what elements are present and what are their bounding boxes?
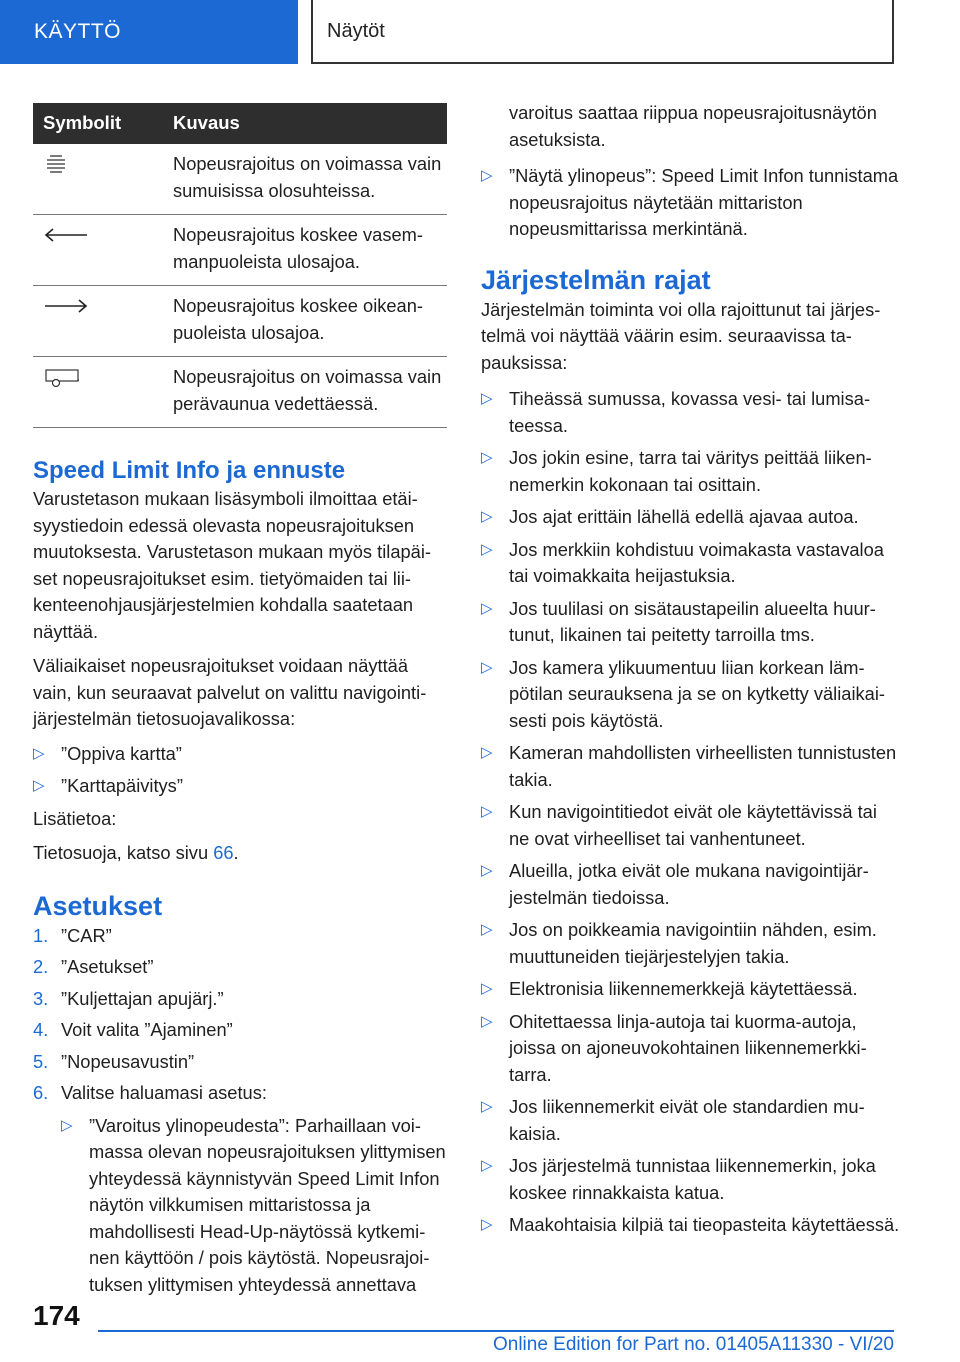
triangle-bullet-icon: ▷ (481, 1216, 493, 1233)
step-item: 1. ”CAR” (33, 924, 112, 946)
row-text: Nopeusrajoitus koskee vasemmanpuoleista ulosajoa. (173, 215, 447, 286)
triangle-bullet-icon: ▷ (481, 1098, 493, 1115)
list-item: ▷ ”Oppiva kartta” (33, 741, 447, 768)
row-text: Nopeusrajoitus on voimassa vain sumuisissa olosuhteissa. (173, 144, 447, 215)
settings-steps (33, 923, 447, 1299)
table-header-row (33, 103, 447, 144)
list-item: ▷ Jos järjestelmä tunnistaa liikennemerkin, joka koskee rinnakkaista katua. (481, 1155, 876, 1203)
triangle-bullet-icon: ▷ (481, 803, 493, 820)
trailer-icon (43, 367, 81, 397)
services-list (33, 741, 447, 800)
step-item: 4. Voit valita ”Ajaminen” (33, 1019, 233, 1040)
page-number: 174 (33, 1300, 80, 1331)
list-item-continued: varoitus saattaa riippua nopeusrajoitusnäytön asetuksista. (509, 102, 877, 150)
left-column (33, 103, 447, 1303)
list-item: ▷ Jos merkkiin kohdistuu voimakasta vastavaloa tai voimakkaita heijastuksia. (481, 538, 884, 586)
table-row (33, 144, 447, 215)
triangle-bullet-icon: ▷ (481, 390, 493, 407)
step-item: 5. ”Nopeusavustin” (33, 1050, 195, 1072)
list-item: ▷ Elektronisia liikennemerkkejä käytettäessä. (481, 976, 901, 1003)
privacy-reference: Tietosuoja, katso sivu 66. (33, 842, 239, 863)
arrow-left-icon (43, 225, 89, 252)
table-row (33, 215, 447, 286)
edition-text: Online Edition for Part no. 01405A11330 - VI/20 (492, 1334, 894, 1355)
triangle-bullet-icon: ▷ (481, 540, 493, 558)
triangle-bullet-icon: ▷ (481, 658, 493, 676)
step-item: 2. ”Asetukset” (33, 956, 154, 977)
table-row (33, 357, 447, 428)
list-item: ▷ Jos on poikkeamia navigointiin nähden, esim. muuttuneiden tiejärjestelyjen takia. (481, 919, 877, 967)
list-item: ▷ Jos tuulilasi on sisätaustapeilin alueelta huurtunut, likainen tai peitetty tarroilla tms. (481, 597, 876, 645)
more-info-label: Lisätietoa: (33, 807, 117, 829)
speed-info-heading: Speed Limit Info ja ennuste (33, 457, 346, 484)
speed-info-para1: Varustetason mukaan lisäsymboli ilmoittaa etäisyystiedoin edessä olevasta nopeusrajoituksen muutoksesta. Varustetason mukaan myös tilapäiset nopeusrajoitukset esim. tietyömaiden tai liikenteenohjausjärjestelmien kohdalla saatetaan näyttää. (33, 488, 431, 642)
triangle-bullet-icon: ▷ (61, 1116, 73, 1134)
arrow-right-icon (43, 296, 89, 323)
step-item: 3. ”Kuljettajan apujärj.” (33, 987, 224, 1009)
page-link[interactable]: 66 (213, 842, 234, 863)
triangle-bullet-icon: ▷ (481, 508, 493, 525)
list-item: ▷ Jos jokin esine, tarra tai väritys peittää liikennemerkin kokonaan tai osittain. (481, 447, 872, 495)
footer-rule (98, 1330, 894, 1332)
triangle-bullet-icon: ▷ (481, 167, 493, 184)
speed-info-para2: Väliaikaiset nopeusrajoitukset voidaan näyttää vain, kun seuraavat palvelut on valittu navigointijärjestelmän tietosuojavalikossa: (33, 655, 427, 729)
triangle-bullet-icon: ▷ (481, 744, 493, 761)
table-row (33, 286, 447, 357)
limits-intro: Järjestelmän toiminta voi olla rajoittunut tai järjestelmä voi näyttää väärin esim. seuraavissa tapauksissa: (481, 298, 881, 373)
chapter-header (311, 0, 894, 64)
header-description: Kuvaus (173, 103, 447, 144)
limits-heading: Järjestelmän rajat (481, 264, 711, 295)
settings-options-continued (481, 100, 901, 243)
triangle-bullet-icon: ▷ (481, 599, 493, 617)
list-item: ▷ Kameran mahdollisten virheellisten tunnistusten takia. (481, 742, 897, 790)
triangle-bullet-icon: ▷ (481, 980, 493, 997)
triangle-bullet-icon: ▷ (481, 921, 493, 938)
symbols-table (33, 103, 447, 428)
triangle-bullet-icon: ▷ (481, 1012, 493, 1030)
row-text: Nopeusrajoitus koskee oikeanpuoleista ulosajoa. (173, 286, 447, 357)
list-item: ▷ ”Näytä ylinopeus”: Speed Limit Infon tunnistama nopeusrajoitus näytetään mittariston nopeusmittarissa merkintänä. (481, 165, 899, 239)
settings-heading: Asetukset (33, 890, 163, 921)
header-symbols: Symbolit (33, 103, 173, 144)
triangle-bullet-icon: ▷ (481, 862, 493, 879)
list-item: ▷ Tiheässä sumussa, kovassa vesi- tai lumisateessa. (481, 388, 871, 436)
section-label: KÄYTTÖ (34, 20, 122, 43)
list-item: ▷ Jos ajat erittäin lähellä edellä ajavaa autoa. (481, 504, 901, 531)
chapter-label: Näytöt (327, 19, 385, 42)
list-item: ▷ ”Karttapäivitys” (33, 773, 447, 800)
settings-options (61, 1113, 447, 1299)
triangle-bullet-icon: ▷ (33, 744, 45, 762)
triangle-bullet-icon: ▷ (481, 449, 493, 466)
list-item: ▷ Alueilla, jotka eivät ole mukana navigointijärjestelmän tiedoissa. (481, 860, 869, 908)
row-text: Nopeusrajoitus on voimassa vain perävaunua vedettäessä. (173, 357, 447, 428)
right-column (481, 100, 901, 1245)
step-item: 6. Valitse haluamasi asetus: ▷ ”Varoitus ylinopeudesta”: Parhaillaan voimassa olevan nopeusrajoituksen ylittymisen yhteydessä käynnistyvän Speed Limit Infon näytön vilkkumisen mittaristossa ja mahdollisesti Head-Up-näytössä kytkeminen käyttöön / pois käytöstä. Nopeusrajoituksen ylittymisen yhteydessä annettava (33, 1080, 447, 1298)
triangle-bullet-icon: ▷ (33, 777, 45, 794)
triangle-bullet-icon: ▷ (481, 1157, 493, 1174)
list-item: ▷ Kun navigointitiedot eivät ole käytettävissä tai ne ovat virheelliset tai vanhentuneet. (481, 801, 877, 849)
list-item: ▷ Maakohtaisia kilpiä tai tieopasteita käytettäessä. (481, 1212, 901, 1239)
section-tab (0, 0, 298, 64)
fog-lines-icon (43, 154, 69, 184)
list-item: ▷ ”Varoitus ylinopeudesta”: Parhaillaan voimassa olevan nopeusrajoituksen ylittymisen yhteydessä käynnistyvän Speed Limit Infon näytön vilkkumisen mittaristossa ja mahdollisesti Head-Up-näytössä kytkeminen käyttöön / pois käytöstä. Nopeusrajoituksen ylittymisen yhteydessä annettava (61, 1114, 446, 1295)
list-item: ▷ Jos kamera ylikuumentuu liian korkean lämpötilan seurauksena ja se on kytketty väliaikaisesti pois käytöstä. (481, 656, 885, 731)
list-item: ▷ Jos liikennemerkit eivät ole standardien mukaisia. (481, 1096, 865, 1144)
limits-list (481, 386, 901, 1239)
list-item: ▷ Ohitettaessa linja-autoja tai kuorma-autoja, joissa on ajoneuvokohtainen liikennemerkkitarra. (481, 1010, 867, 1085)
